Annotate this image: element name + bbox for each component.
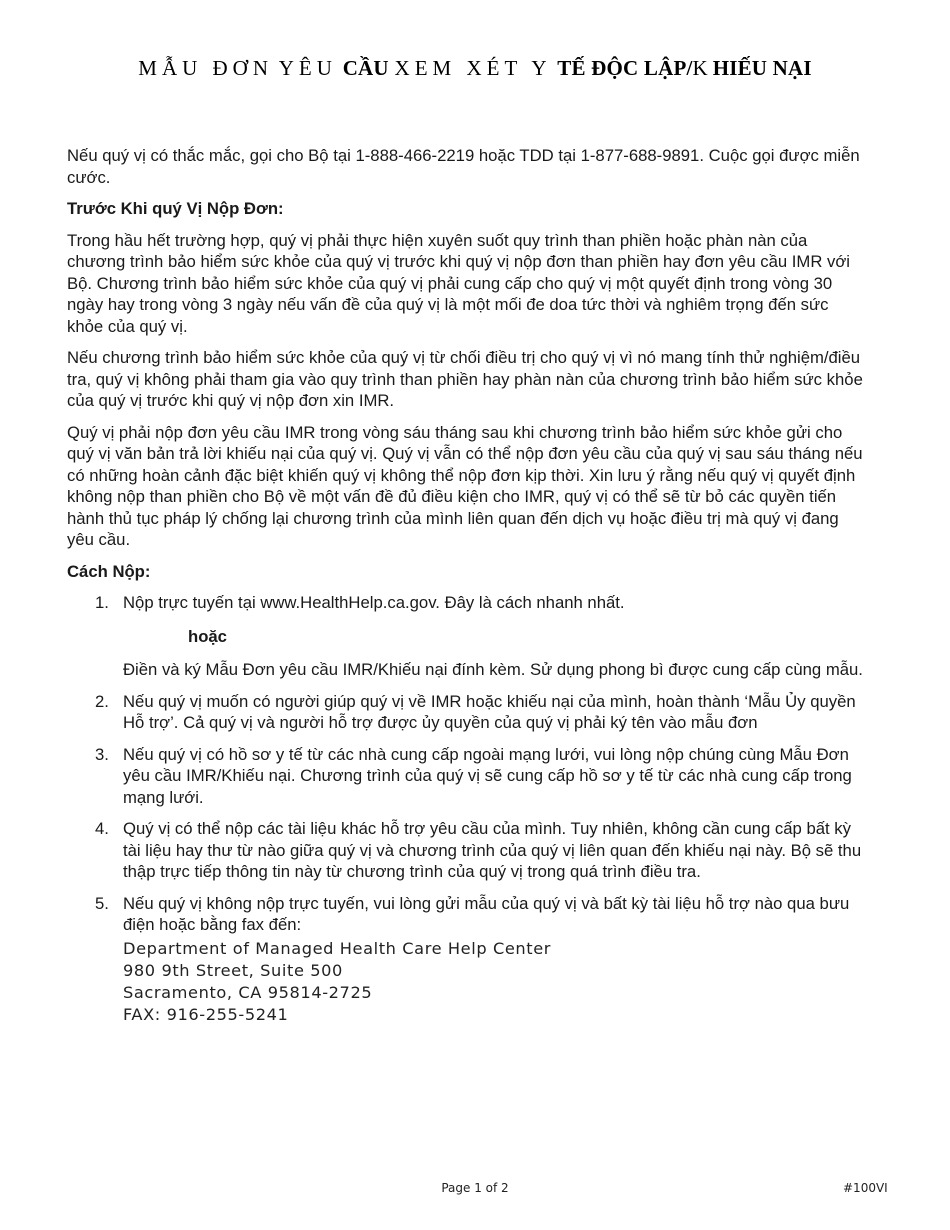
mailing-address (123, 938, 867, 1026)
document-body (67, 145, 867, 1036)
how-heading: Cách Nộp: (67, 561, 151, 581)
step-text: Nếu quý vị không nộp trực tuyến, vui lòng gửi mẫu của quý vị và bất kỳ tài liệu hỗ trợ nào qua bưu điện hoặc bằng fax đến: (123, 893, 850, 934)
paragraph: Trong hầu hết trường hợp, quý vị phải thực hiện xuyên suốt quy trình than phiền hoặc phàn nàn của chương trình bảo hiểm sức khỏe của quý vị trước khi quý vị nộp đơn than phiền hay đơn yêu cầu IMR với Bộ. Chương trình bảo hiểm sức khỏe của quý vị phải cung cấp cho quý vị một quyết định trong vòng 30 ngày hay trong vòng 3 ngày nếu vấn đề của quý vị là một mối đe doa tức thời và nghiêm trọng đến sức khỏe của quý vị. (67, 230, 851, 336)
step-text: Nộp trực tuyến tại www.HealthHelp.ca.gov. Đây là cách nhanh nhất. (123, 593, 625, 612)
intro-paragraph: Nếu quý vị có thắc mắc, gọi cho Bộ tại 1-888-466-2219 hoặc TDD tại 1-877-688-9891. Cuộc gọi được miễn cước. (67, 146, 860, 187)
list-item (67, 893, 867, 1026)
step-alt-text: Điền và ký Mẫu Đơn yêu cầu IMR/Khiếu nại đính kèm. Sử dụng phong bì được cung cấp cùng mẫu. (123, 660, 863, 679)
list-item (67, 818, 867, 883)
steps-list (67, 592, 867, 1026)
page-title: MẪU ĐƠN YÊU CẦU XEM XÉT Y TẾ ĐỘC LẬP/KHIẾU NẠI (138, 56, 812, 80)
list-item (67, 744, 867, 809)
step-number: 5. (95, 893, 109, 913)
address-line: 980 9th Street, Suite 500 (123, 960, 343, 980)
fax-line: FAX: 916-255-5241 (123, 1004, 289, 1024)
address-line: Department of Managed Health Care Help Center (123, 938, 552, 958)
step-number: 3. (95, 744, 109, 764)
paragraph: Quý vị phải nộp đơn yêu cầu IMR trong vòng sáu tháng sau khi chương trình bảo hiểm sức khỏe gửi cho quý vị văn bản trả lời khiếu nại của quý vị. Quý vị vẫn có thể nộp đơn yêu cầu của quý vị sau sáu tháng nếu có những hoàn cảnh đặc biệt khiến quý vị không thể nộp đơn kịp thời. Xin lưu ý rằng nếu quý vị quyết định không nộp than phiền cho Bộ về một vấn đề đủ điều kiện cho IMR, quý vị có thể sẽ từ bỏ các quyền tiến hành thủ tục pháp lý chống lại chương trình của mình liên quan đến dịch vụ hoặc điều trị mà quý vị đang yêu cầu. (67, 422, 863, 549)
list-item (67, 691, 867, 734)
step-number: 4. (95, 819, 109, 838)
form-code: #100VI (843, 1181, 888, 1195)
step-number: 1. (95, 593, 109, 612)
paragraph: Nếu chương trình bảo hiểm sức khỏe của quý vị từ chối điều trị cho quý vị vì nó mang tính thử nghiệm/điều tra, quý vị không phải tham gia vào quy trình than phiền hay phàn nàn của chương trình bảo hiểm sức khỏe của quý vị trước khi quý vị nộp đơn xin IMR. (67, 348, 863, 410)
step-number: 2. (95, 691, 109, 711)
list-item (67, 592, 867, 681)
step-text: Quý vị có thể nộp các tài liệu khác hỗ trợ yêu cầu của mình. Tuy nhiên, không cần cung cấp bất kỳ tài liệu hay thư từ nào giữa quý vị và chương trình của quý vị liên quan đến khiếu nại này. Bộ sẽ thu thập trực tiếp thông tin này từ chương trình của quý vị trong quá trình điều tra. (123, 819, 862, 881)
page-number: Page 1 of 2 (441, 1181, 509, 1195)
before-heading: Trước Khi quý Vị Nộp Đơn: (67, 199, 284, 218)
address-line: Sacramento, CA 95814-2725 (123, 982, 373, 1002)
step-text: Nếu quý vị muốn có người giúp quý vị về IMR hoặc khiếu nại của mình, hoàn thành ‘Mẫu Ủy quyền Hỗ trợ’. Cả quý vị và người hỗ trợ được ủy quyền của quý vị phải ký tên vào mẫu đơn (123, 691, 856, 732)
step-text: Nếu quý vị có hồ sơ y tế từ các nhà cung cấp ngoài mạng lưới, vui lòng nộp chúng cùng Mẫu Đơn yêu cầu IMR/Khiếu nại. Chương trình của quý vị sẽ cung cấp hồ sơ y tế từ các nhà cung cấp trong mạng lưới. (123, 744, 852, 807)
or-label: hoặc (188, 626, 227, 646)
